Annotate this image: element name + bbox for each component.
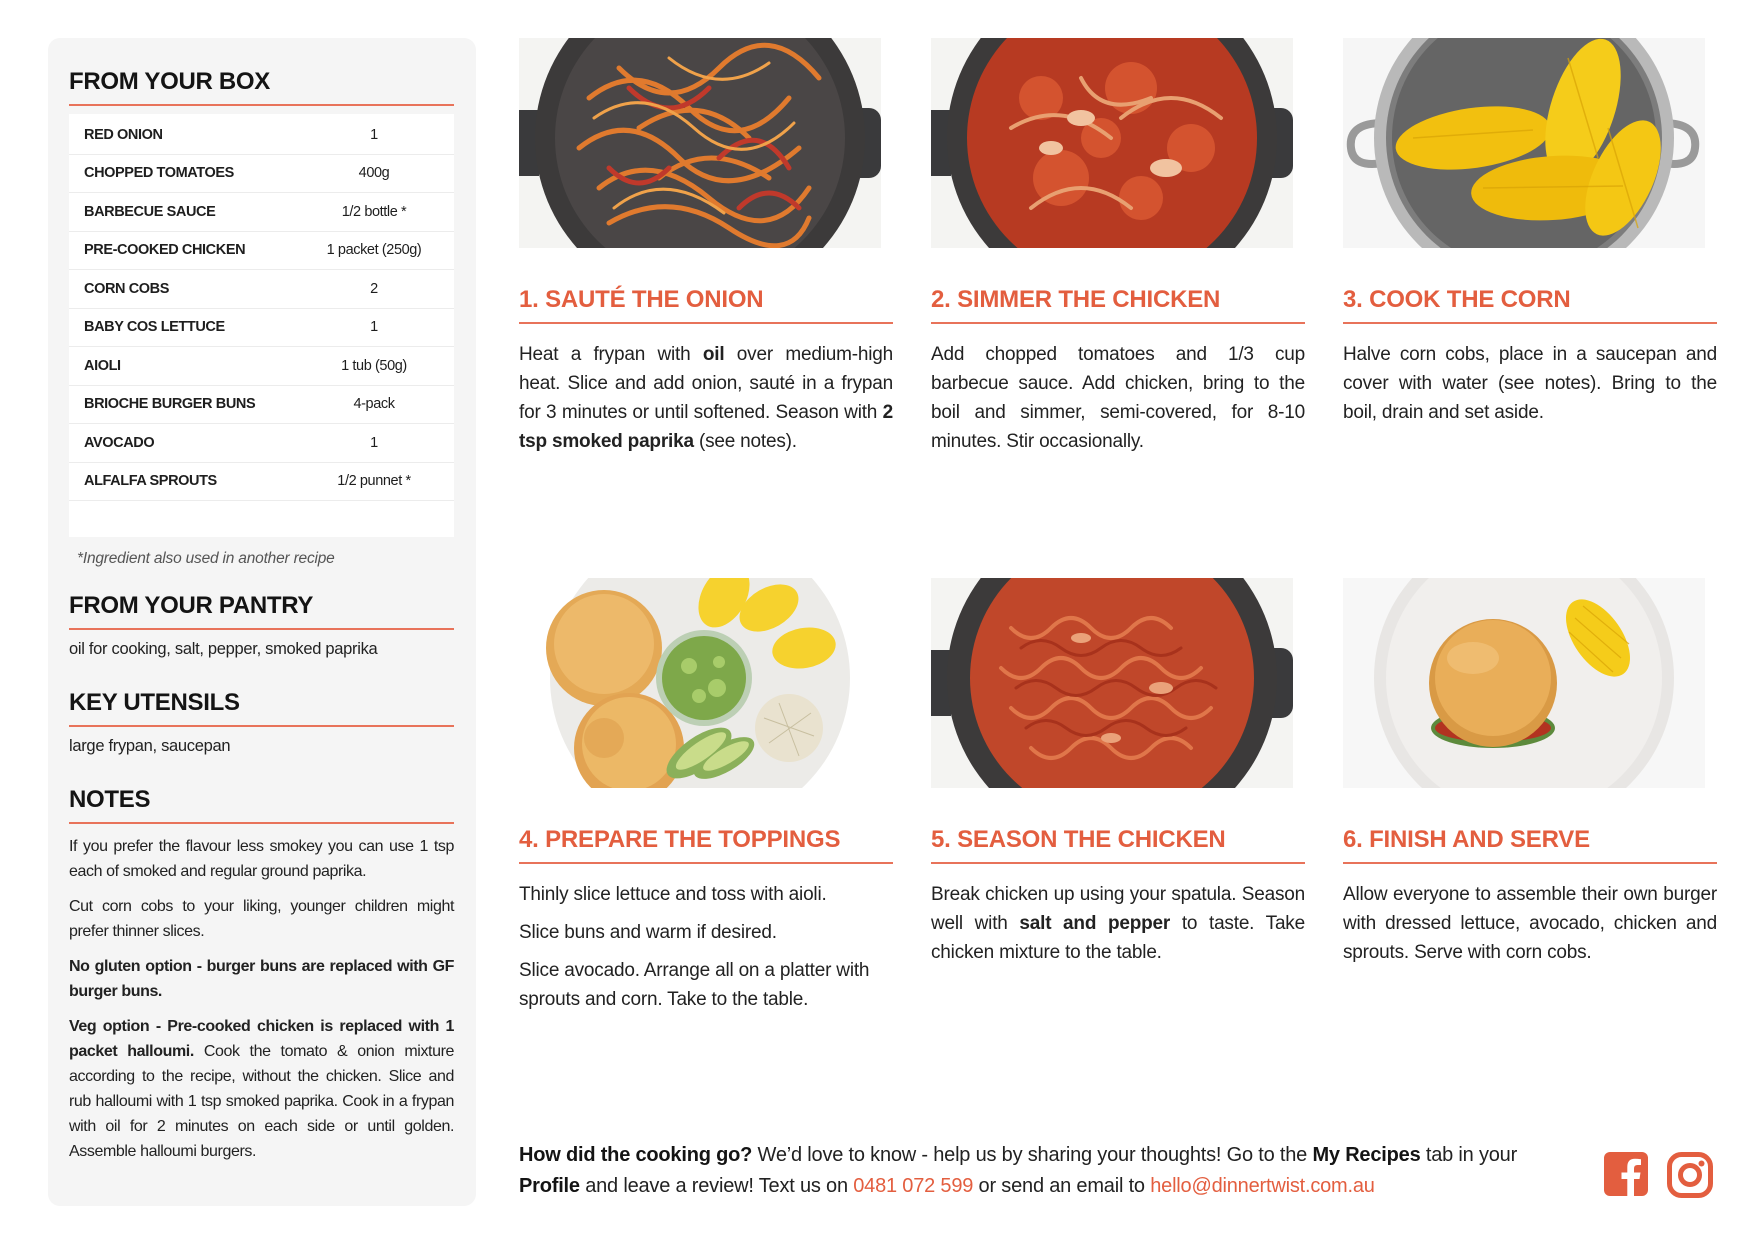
utensils-text: large frypan, saucepan	[69, 737, 231, 755]
step-4-paragraph-1: Thinly slice lettuce and toss with aioli.	[519, 884, 827, 905]
step-1-text-a: Heat a frypan with	[519, 344, 703, 365]
ingredient-name: PRE-COOKED CHICKEN	[84, 242, 246, 259]
step-2-photo-simmer-pan	[931, 38, 1293, 248]
ingredient-qty: 4-pack	[353, 396, 395, 413]
step-4-paragraph-3: Slice avocado. Arrange all on a platter with sprouts and corn. Take to the table.	[519, 960, 870, 1010]
ingredient-qty: 1/2 bottle *	[341, 203, 407, 220]
step-2-body	[931, 340, 1305, 456]
step-4-title: 4. PREPARE THE TOPPINGS	[519, 826, 893, 864]
step-2-paragraph: Add chopped tomatoes and 1/3 cup barbecue sauce. Add chicken, bring to the boil and simmer, semi-covered, for 8-10 minutes. Stir occasionally.	[931, 344, 1305, 452]
ingredient-qty: 1	[370, 434, 378, 451]
step-1-body	[519, 340, 893, 456]
step-2-title: 2. SIMMER THE CHICKEN	[931, 286, 1305, 324]
step-5-title: 5. SEASON THE CHICKEN	[931, 826, 1305, 864]
step-1-text-c: (see notes).	[693, 431, 797, 452]
footer-text-b: tab in your	[1420, 1144, 1518, 1166]
ingredient-name: BRIOCHE BURGER BUNS	[84, 396, 256, 413]
table-row	[69, 463, 454, 502]
footer-text-d: or send an email to	[973, 1175, 1151, 1197]
ingredient-qty: 2	[370, 280, 378, 297]
footer-text-c: and leave a review! Text us on	[579, 1175, 854, 1197]
feedback-footer	[519, 1140, 1579, 1202]
ingredient-name: BARBECUE SAUCE	[84, 203, 216, 220]
table-row	[69, 424, 454, 463]
step-5-body	[931, 880, 1305, 967]
phone-link[interactable]: 0481 072 599	[853, 1175, 974, 1197]
table-row	[69, 232, 454, 271]
ingredient-name: BABY COS LETTUCE	[84, 319, 225, 336]
note-veg-text: Cook the tomato & onion mixture according to the recipe, without the chicken. Slice and rub halloumi with 1 tsp smoked paprika. Cook in a frypan with oil for 2 minutes on each side or until golden. Assemble halloumi burgers.	[69, 1043, 455, 1160]
step-6-photo-burger-plate	[1343, 578, 1705, 788]
step-1-paragraph	[519, 340, 893, 456]
ingredient-qty: 1 packet (250g)	[326, 242, 422, 259]
step-6-title: 6. FINISH AND SERVE	[1343, 826, 1717, 864]
step-1-title: 1. SAUTÉ THE ONION	[519, 286, 893, 324]
ingredient-name: CORN COBS	[84, 280, 170, 297]
step-1-bold-paprika: 2 tsp smoked paprika	[519, 402, 893, 452]
step-5	[931, 578, 1305, 976]
step-5-text-a: Break chicken up using your spatula. Season well with	[931, 884, 1305, 934]
step-6	[1343, 578, 1717, 976]
ingredient-name: RED ONION	[84, 126, 163, 143]
step-5-bold-salt-pepper: salt and pepper	[1019, 913, 1171, 934]
profile-label: Profile	[519, 1175, 580, 1197]
step-1-photo-onion-pan	[519, 38, 881, 248]
ingredients-sidebar	[48, 38, 476, 1206]
key-utensils-heading: KEY UTENSILS	[69, 689, 454, 727]
notes-heading: NOTES	[69, 786, 454, 824]
footer-text-a: We’d love to know - help us by sharing your thoughts! Go to the	[752, 1144, 1313, 1166]
step-3-body	[1343, 340, 1717, 427]
step-3-photo-corn-saucepan	[1343, 38, 1705, 248]
step-5-photo-shredded-chicken-pan	[931, 578, 1293, 788]
step-5-paragraph	[931, 880, 1305, 967]
step-4	[519, 578, 893, 1023]
ingredient-qty: 1 tub (50g)	[341, 357, 407, 374]
step-6-paragraph: Allow everyone to assemble their own burger with dressed lettuce, avocado, chicken and sprouts. Serve with corn cobs.	[1343, 884, 1717, 963]
note-paragraph: If you prefer the flavour less smokey you can use 1 tsp each of smoked and regular ground paprika.	[69, 838, 454, 880]
step-4-paragraph-2: Slice buns and warm if desired.	[519, 922, 777, 943]
step-2	[931, 38, 1305, 465]
step-5-text-b: to taste. Take chicken mixture to the table.	[931, 913, 1305, 963]
step-6-body	[1343, 880, 1717, 967]
table-row	[69, 386, 454, 425]
ingredient-qty: 1	[370, 319, 378, 336]
ingredient-name: ALFALFA SPROUTS	[84, 473, 217, 490]
ingredient-qty: 400g	[358, 165, 390, 182]
step-1-bold-oil: oil	[702, 344, 725, 365]
note-gluten-option: No gluten option - burger buns are replaced with GF burger buns.	[69, 958, 454, 1000]
ingredients-table	[69, 114, 454, 537]
from-your-pantry-heading: FROM YOUR PANTRY	[69, 592, 454, 630]
note-paragraph: Cut corn cobs to your liking, younger children might prefer thinner slices.	[69, 898, 454, 940]
step-3-title: 3. COOK THE CORN	[1343, 286, 1717, 324]
table-row	[69, 193, 454, 232]
step-1-text-b: over medium-high heat. Slice and add onion, sauté in a frypan for 3 minutes or until softened. Season with	[519, 344, 893, 423]
ingredient-qty: 1	[370, 126, 378, 143]
step-3	[1343, 38, 1717, 436]
table-row	[69, 116, 454, 155]
table-row	[69, 155, 454, 194]
footnote: *Ingredient also used in another recipe	[77, 550, 335, 567]
my-recipes-label: My Recipes	[1312, 1144, 1421, 1166]
table-row	[69, 270, 454, 309]
facebook-icon[interactable]	[1604, 1152, 1648, 1196]
instagram-icon[interactable]	[1667, 1152, 1713, 1198]
step-3-paragraph: Halve corn cobs, place in a saucepan and cover with water (see notes). Bring to the boil, drain and set aside.	[1343, 344, 1717, 423]
from-your-box-heading: FROM YOUR BOX	[69, 68, 454, 106]
footer-question: How did the cooking go?	[519, 1144, 753, 1166]
email-link[interactable]: hello@dinnertwist.com.au	[1150, 1175, 1375, 1197]
step-1	[519, 38, 893, 465]
step-4-body	[519, 880, 893, 1014]
ingredient-name: CHOPPED TOMATOES	[84, 165, 234, 182]
ingredient-qty: 1/2 punnet *	[337, 473, 411, 490]
ingredient-name: AVOCADO	[84, 434, 155, 451]
step-4-photo-toppings-platter	[519, 578, 881, 788]
table-row	[69, 347, 454, 386]
ingredient-name: AIOLI	[84, 357, 121, 374]
note-veg-option	[69, 1014, 454, 1164]
table-row	[69, 309, 454, 348]
note-veg-bold: Veg option - Pre-cooked chicken is replaced with 1 packet halloumi.	[69, 1018, 454, 1060]
pantry-text: oil for cooking, salt, pepper, smoked paprika	[69, 640, 378, 658]
